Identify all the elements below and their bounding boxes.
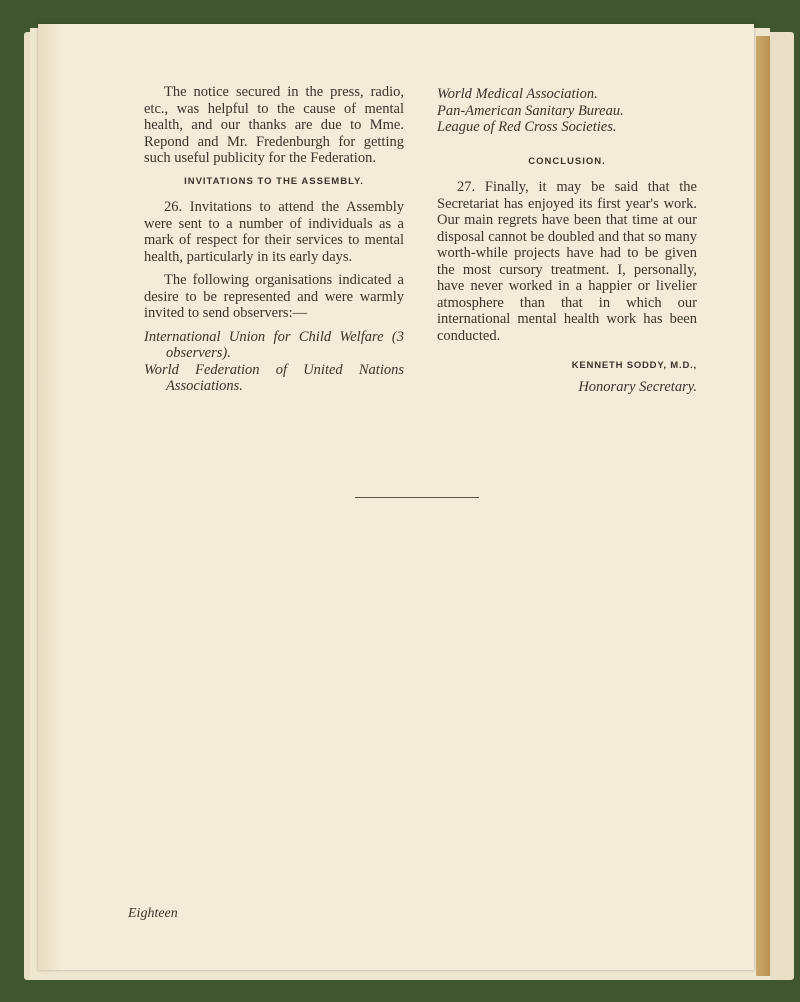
organisation-item: Pan-American Sanitary Bureau.: [437, 102, 624, 119]
paragraph-organisations: The following organisations indicated a desire to be represented and were warmly invited to send observers:—: [144, 272, 404, 321]
signature-title: Honorary Secretary.: [578, 378, 697, 395]
paragraph-invitations: 26. Invitations to attend the Assembly were sent to a number of individuals as a mark of respect for their services to mental health, particularly in its early days.: [144, 199, 404, 265]
organisation-item: World Medical Association.: [437, 86, 598, 102]
section-divider: [355, 497, 479, 498]
section-heading-invitations: INVITATIONS TO THE ASSEMBLY.: [184, 175, 364, 187]
right-column: [437, 86, 697, 395]
left-column: [144, 84, 404, 395]
organisation-item: World Federation of United Nations Associations.: [144, 361, 404, 394]
organisation-item: International Union for Child Welfare (3 observers).: [144, 328, 404, 361]
book-spine: [756, 36, 770, 976]
organisation-item: League of Red Cross Societies.: [437, 119, 617, 135]
signature-name: KENNETH SODDY, M.D.,: [571, 360, 697, 371]
paragraph-publicity: The notice secured in the press, radio, etc., was helpful to the cause of mental health, and our thanks are due to Mme. Repond and Mr. Fredenburgh for getting such useful publicity for the Federation.: [144, 84, 404, 166]
page-edge-shadow: [38, 24, 64, 970]
paragraph-conclusion: 27. Finally, it may be said that the Secretariat has enjoyed its first year's work. Our main regrets have been that time at our disposal cannot be doubled and that so many worth-while projects have had to be given the most cursory treatment. I, personally, have never worked in a happier or livelier atmosphere than that in which our international mental health work has been conducted.: [437, 179, 697, 344]
section-heading-conclusion: CONCLUSION.: [528, 155, 606, 167]
page-number: Eighteen: [128, 906, 178, 921]
